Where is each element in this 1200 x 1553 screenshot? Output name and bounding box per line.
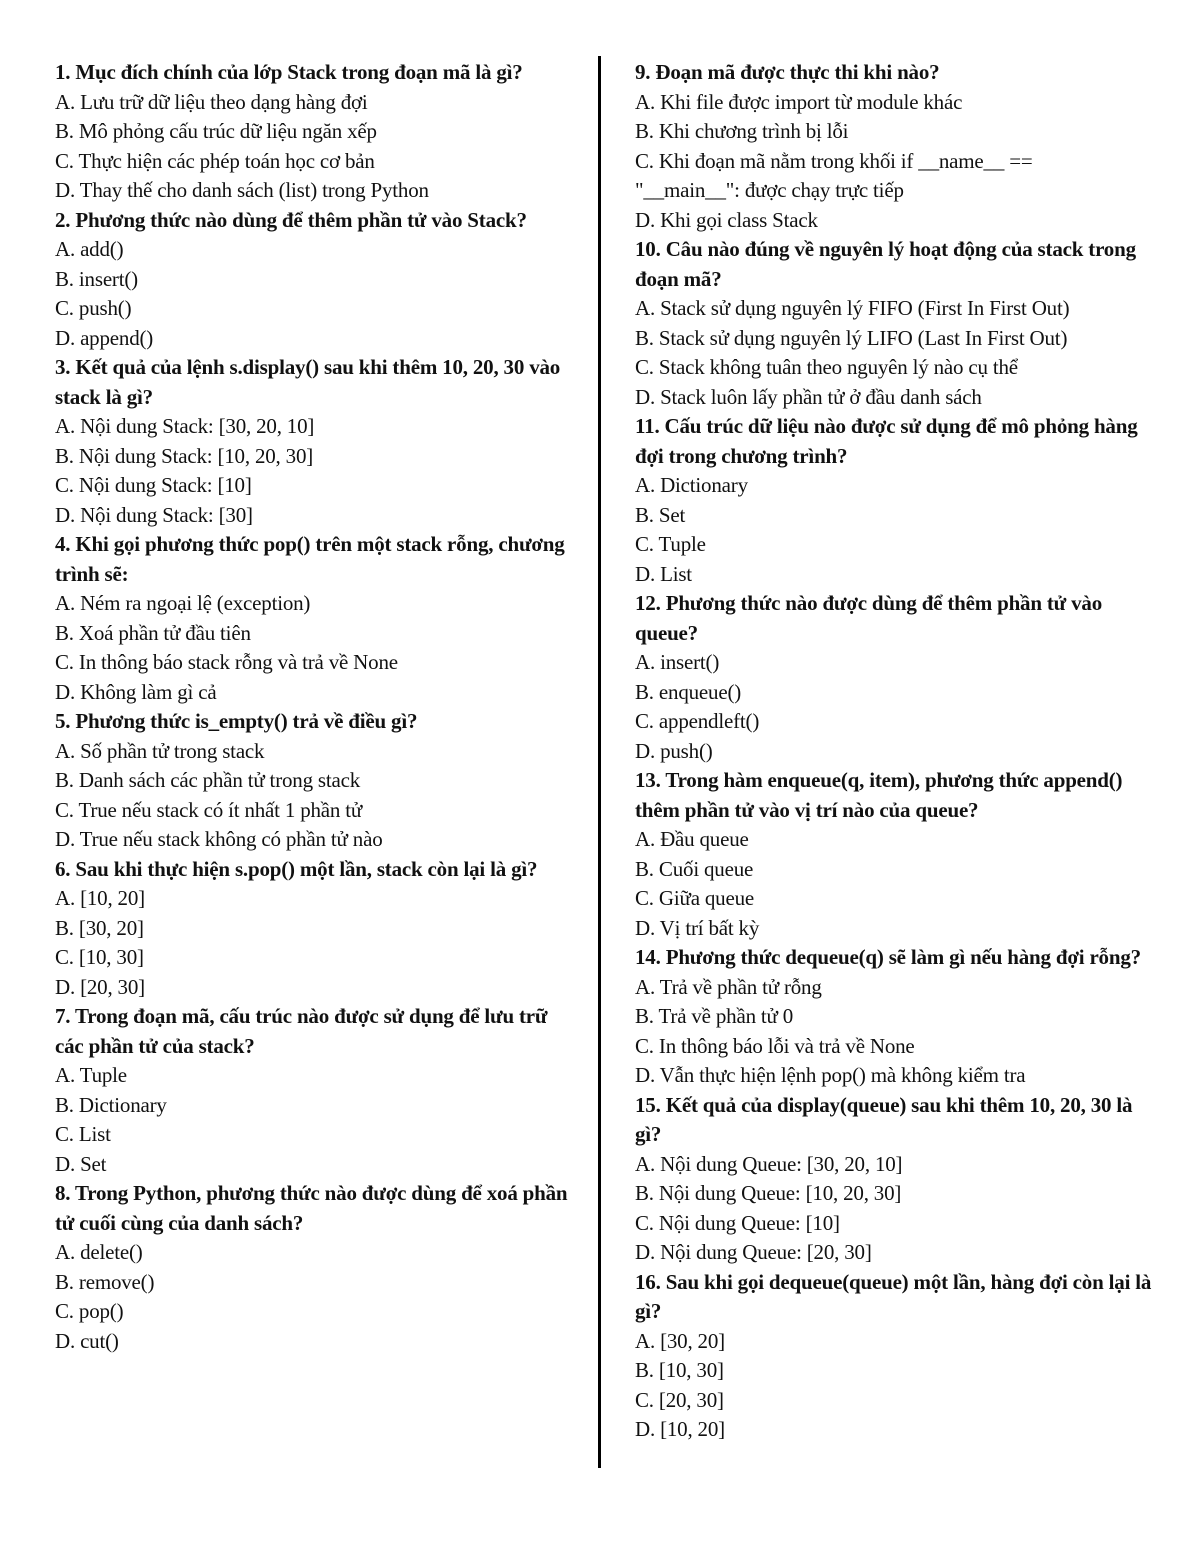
answer-option: B. Stack sử dụng nguyên lý LIFO (Last In First Out) <box>635 325 1068 350</box>
answer-option: C. push() <box>55 296 132 320</box>
question-text: 15. Kết quả của display(queue) sau khi thêm 10, 20, 30 là gì? <box>635 1092 1133 1146</box>
answer-option: D. append() <box>55 325 154 350</box>
answer-option: D. Stack luôn lấy phần tử ở đầu danh sách <box>635 384 982 409</box>
answer-option: A. Tuple <box>55 1063 127 1087</box>
question-block <box>55 353 580 530</box>
answer-option: C. In thông báo lỗi và trả về None <box>635 1033 915 1058</box>
answer-option: D. Khi gọi class Stack <box>635 207 818 232</box>
question-block <box>635 412 1160 589</box>
question-block <box>55 1179 580 1356</box>
question-block <box>635 766 1160 943</box>
question-block <box>635 1268 1160 1445</box>
answer-option: A. [10, 20] <box>55 886 145 910</box>
answer-option: D. Vẫn thực hiện lệnh pop() mà không kiểm tra <box>635 1063 1026 1087</box>
answer-option: C. Khi đoạn mã nằm trong khối if __name__ == <box>635 148 1033 173</box>
answer-option: C. True nếu stack có ít nhất 1 phần tử <box>55 797 363 822</box>
question-text: 5. Phương thức is_empty() trả về điều gì? <box>55 709 418 733</box>
answer-option: D. Nội dung Stack: [30] <box>55 502 253 527</box>
question-block <box>635 589 1160 766</box>
question-text: 2. Phương thức nào dùng để thêm phần tử vào Stack? <box>55 207 527 232</box>
answer-option: D. Thay thế cho danh sách (list) trong Python <box>55 178 429 202</box>
question-text: 14. Phương thức dequeue(q) sẽ làm gì nếu hàng đợi rỗng? <box>635 945 1141 969</box>
question-text: 11. Cấu trúc dữ liệu nào được sử dụng để mô phỏng hàng đợi trong chương trình? <box>635 414 1138 468</box>
answer-option: B. remove() <box>55 1269 155 1294</box>
answer-option: B. Trả về phần tử 0 <box>635 1004 794 1028</box>
answer-option: D. Set <box>55 1151 107 1176</box>
column-divider <box>598 56 601 1468</box>
answer-option: D. List <box>635 561 692 586</box>
question-text: 7. Trong đoạn mã, cấu trúc nào được sử dụng để lưu trữ các phần tử của stack? <box>55 1004 548 1058</box>
answer-option: D. [20, 30] <box>55 974 145 999</box>
answer-option: C. Nội dung Queue: [10] <box>635 1210 840 1235</box>
answer-option: A. Lưu trữ dữ liệu theo dạng hàng đợi <box>55 89 368 114</box>
answer-option: A. Stack sử dụng nguyên lý FIFO (First In First Out) <box>635 296 1070 320</box>
question-block <box>55 530 580 707</box>
answer-option: B. Mô phỏng cấu trúc dữ liệu ngăn xếp <box>55 119 377 143</box>
question-text: 8. Trong Python, phương thức nào được dùng để xoá phần tử cuối cùng của danh sách? <box>55 1181 568 1235</box>
answer-option: C. [10, 30] <box>55 945 144 969</box>
answer-option: D. Nội dung Queue: [20, 30] <box>635 1240 872 1264</box>
question-block <box>55 707 580 855</box>
question-block <box>635 1091 1160 1268</box>
question-text: 3. Kết quả của lệnh s.display() sau khi thêm 10, 20, 30 vào stack là gì? <box>55 355 561 409</box>
answer-option: C. Stack không tuân theo nguyên lý nào cụ thể <box>635 355 1018 379</box>
answer-option: A. Số phần tử trong stack <box>55 738 265 763</box>
answer-option: A. insert() <box>635 650 720 674</box>
answer-option: A. Khi file được import từ module khác <box>635 89 963 114</box>
left-column <box>55 58 580 1356</box>
answer-option: D. push() <box>635 738 713 763</box>
answer-option: C. Nội dung Stack: [10] <box>55 473 252 497</box>
answer-option: B. Nội dung Queue: [10, 20, 30] <box>635 1181 902 1205</box>
question-text: 9. Đoạn mã được thực thi khi nào? <box>635 60 940 84</box>
answer-option: C. pop() <box>55 1299 124 1323</box>
answer-option: B. [10, 30] <box>635 1358 724 1382</box>
question-block <box>55 206 580 354</box>
answer-option: B. Set <box>635 502 686 527</box>
answer-option: B. insert() <box>55 266 138 291</box>
answer-option: C. Giữa queue <box>635 886 755 910</box>
question-block <box>635 943 1160 1091</box>
answer-option: D. [10, 20] <box>635 1417 725 1441</box>
answer-option: C. appendleft() <box>635 709 760 733</box>
answer-option: A. Nội dung Stack: [30, 20, 10] <box>55 414 315 438</box>
answer-option-continuation: "__main__": được chạy trực tiếp <box>635 178 904 202</box>
question-text: 6. Sau khi thực hiện s.pop() một lần, stack còn lại là gì? <box>55 856 538 881</box>
question-block <box>635 235 1160 412</box>
answer-option: A. [30, 20] <box>635 1328 725 1353</box>
answer-option: B. enqueue() <box>635 679 742 704</box>
question-text: 13. Trong hàm enqueue(q, item), phương thức append() thêm phần tử vào vị trí nào của queue? <box>635 768 1123 822</box>
answer-option: C. Thực hiện các phép toán học cơ bản <box>55 148 375 173</box>
answer-option: A. Ném ra ngoại lệ (exception) <box>55 591 311 615</box>
answer-option: A. delete() <box>55 1240 143 1264</box>
question-text: 1. Mục đích chính của lớp Stack trong đoạn mã là gì? <box>55 60 523 84</box>
question-text: 16. Sau khi gọi dequeue(queue) một lần, hàng đợi còn lại là gì? <box>635 1269 1152 1323</box>
answer-option: B. Danh sách các phần tử trong stack <box>55 768 361 792</box>
answer-option: B. Nội dung Stack: [10, 20, 30] <box>55 443 314 468</box>
right-column <box>635 58 1160 1445</box>
answer-option: A. Đầu queue <box>635 827 749 851</box>
question-block <box>55 58 580 206</box>
answer-option: B. [30, 20] <box>55 915 144 940</box>
question-block <box>635 58 1160 235</box>
answer-option: A. Dictionary <box>635 473 748 497</box>
answer-option: C. List <box>55 1122 111 1146</box>
answer-option: D. True nếu stack không có phần tử nào <box>55 827 383 851</box>
answer-option: D. Vị trí bất kỳ <box>635 915 760 940</box>
answer-option: A. Trả về phần tử rỗng <box>635 974 822 999</box>
answer-option: B. Cuối queue <box>635 856 754 881</box>
question-text: 4. Khi gọi phương thức pop() trên một stack rỗng, chương trình sẽ: <box>55 532 565 586</box>
answer-option: C. [20, 30] <box>635 1387 724 1412</box>
answer-option: C. In thông báo stack rỗng và trả về None <box>55 650 398 674</box>
question-text: 12. Phương thức nào được dùng để thêm phần tử vào queue? <box>635 591 1103 645</box>
question-block <box>55 855 580 1003</box>
answer-option: A. Nội dung Queue: [30, 20, 10] <box>635 1151 903 1176</box>
question-text: 10. Câu nào đúng về nguyên lý hoạt động của stack trong đoạn mã? <box>635 237 1136 291</box>
answer-option: B. Xoá phần tử đầu tiên <box>55 620 251 645</box>
answer-option: B. Dictionary <box>55 1092 167 1117</box>
question-block <box>55 1002 580 1179</box>
answer-option: D. cut() <box>55 1328 119 1353</box>
answer-option: A. add() <box>55 237 124 261</box>
answer-option: D. Không làm gì cả <box>55 679 217 704</box>
answer-option: B. Khi chương trình bị lỗi <box>635 119 849 143</box>
answer-option: C. Tuple <box>635 532 706 556</box>
